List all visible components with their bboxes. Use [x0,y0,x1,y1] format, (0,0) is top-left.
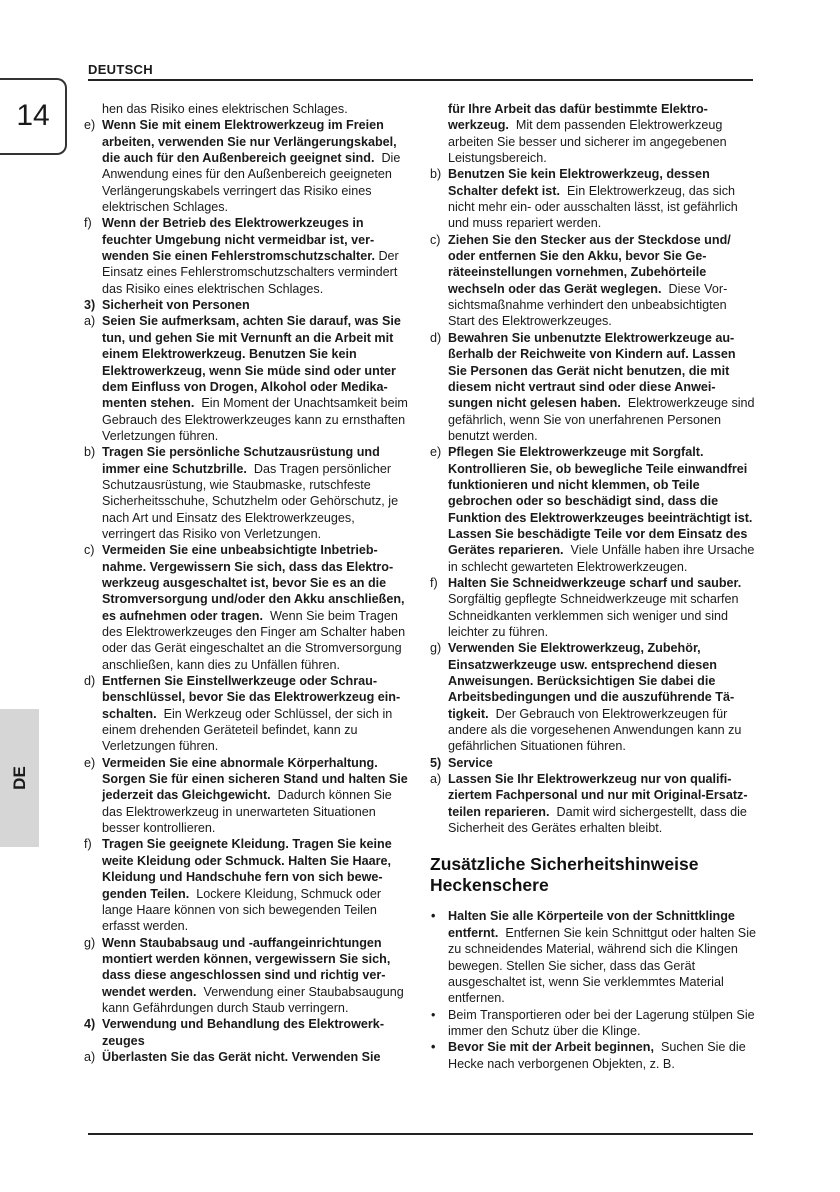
footer-divider [88,1133,753,1135]
item-bold: Verwenden Sie Elektrowerkzeug, Zubehör, Einsatzwerkzeuge usw. entsprechend diesen Anweisungen. Berücksichtigen Sie dabei die Arbeitsbedingungen und die auszuführende Tätigkeit. [448,641,735,721]
list-item [84,444,408,542]
item-marker: a) [84,1049,96,1064]
bullet-item [430,1007,756,1040]
section-marker: 5) [430,755,442,770]
item-bold: Vermeiden Sie eine unbeabsichtigte Inbetriebnahme. Vergewissern Sie sich, dass das Elektrowerkzeug ausgeschaltet ist, bevor Sie es an die Stromversorgung und/oder den Akku anschließen, es aufnehmen oder tragen. [102,543,405,623]
item-bold: Vermeiden Sie eine abnormale Körperhaltung. Sorgen Sie für einen sicheren Stand und halten Sie jederzeit das Gleichgewicht. [102,755,408,803]
item-bold: Wenn Sie mit einem Elektrowerkzeug im Freien arbeiten, verwenden Sie nur Verlängerungskabel, die auch für den Außenbereich geeignet sind. [102,118,397,166]
page-number: 14 [16,99,50,132]
section-title: Verwendung und Behandlung des Elektrowerkzeuges [102,1017,385,1048]
item-text: Entfernen Sie kein Schnittgut oder halten Sie zu schneidendes Material, während sich die Klingen bewegen. Stellen Sie sicher, dass das Gerät ausgeschaltet ist, wenn Sie verklemmtes Material entfernen. [448,925,757,1006]
item-text: Sorgfältig gepflegte Schneidwerkzeuge mit scharfen Schneidkanten verklemmen sich weniger und sind leichter zu führen. [448,592,739,639]
item-marker: d) [84,674,96,689]
item-bold: Bewahren Sie unbenutzte Elektrowerkzeuge außerhalb der Reichweite von Kindern auf. Lassen Sie Personen das Gerät nicht benutzen, die mit diesem nicht vertraut sind oder diese Anweisungen nicht gelesen haben. [448,330,736,411]
item-bold: Seien Sie aufmerksam, achten Sie darauf, was Sie tun, und gehen Sie mit Vernunft an die Arbeit mit einem Elektrowerkzeug. Benutzen Sie kein Elektrowerkzeug, wenn Sie müde sind oder unter dem Einfluss von Drogen, Alkohol oder Medikamenten stehen. [102,314,401,411]
item-marker: e) [84,755,96,770]
language-tab [0,709,39,847]
section-marker: 3) [84,298,96,313]
item-bold: Lassen Sie Ihr Elektrowerkzeug nur von qualifiziertem Fachpersonal und nur mit Original-Ersatzteilen reparieren. [448,772,748,819]
item-bold: Ziehen Sie den Stecker aus der Steckdose und/ oder entfernen Sie den Akku, bevor Sie Geräteeinstellungen vornehmen, Zubehörteile wechseln oder das Gerät weglegen. [448,232,731,296]
item-marker: g) [84,935,96,950]
item-marker: e) [430,445,442,460]
section-title: Sicherheit von Personen [102,298,250,313]
list-item [430,232,756,330]
section-marker: 4) [84,1017,96,1032]
item-marker: f) [84,837,92,852]
item-marker: a) [430,772,442,787]
bullet-marker: • [431,1007,436,1022]
item-marker: d) [430,330,442,345]
bullet-item [430,908,756,1006]
item-bold: Bevor Sie mit der Arbeit beginnen, [448,1040,654,1055]
list-item [84,215,408,297]
item-marker: f) [430,575,438,590]
list-item [430,640,756,754]
section-heading [84,1016,408,1049]
item-text: Damit wird sichergestellt, dass die Sicherheit des Gerätes erhalten bleibt. [448,804,747,836]
section-title-hedge-trimmer: Zusätzliche Sicherheitshinweise Heckenschere [430,854,699,896]
item-text: Das Tragen persönlicher Schutzausrüstung, wie Staubmaske, rutschfeste Sicherheitsschuhe, Schutzhelm oder Gehörschutz, je nach Art und Einsatz des Elektrowerkzeuges, verringert das Risiko von Verletzungen. [102,461,399,541]
item-text: Dadurch können Sie das Elektrowerkzeug in unerwarteten Situationen besser kontrollieren. [102,788,392,836]
item-bold: Pflegen Sie Elektrowerkzeuge mit Sorgfalt. Kontrollieren Sie, ob bewegliche Teile einwandfrei funktionieren und nicht klemmen, ob Teile gebrochen oder so beschädigt sind, dass die Funktion des Elektrowerkzeuges beeinträchtigt ist. Lassen Sie beschädigte Teile vor dem Einsatz des Gerätes reparieren. [448,445,753,558]
item-text: Diese Vorsichtsmaßnahme verhindert den unbeabsichtigten Start des Elektrowerkzeuges. [448,281,728,329]
section-heading [84,297,408,313]
continued-text [430,101,756,166]
item-text: Ein Elektrowerkzeug, das sich nicht mehr ein- oder ausschalten lässt, ist gefährlich und muss repariert werden. [448,183,738,231]
item-bold: Wenn der Betrieb des Elektrowerkzeuges in feuchter Umgebung nicht vermeidbar ist, verwenden Sie einen Fehlerstromschutzschalter. [102,216,375,264]
language-tab-label: DE [9,766,29,790]
item-text: Mit dem passenden Elektrowerkzeug arbeiten Sie besser und sicherer im angegebenen Leistungsbereich. [448,118,727,166]
item-text: Wenn Sie beim Tragen des Elektrowerkzeuges den Finger am Schalter haben oder das Gerät eingeschaltet an die Stromversorgung anschließen, kann dies zu Unfällen führen. [102,608,406,672]
list-item [430,330,756,444]
item-text: Verwendung einer Staubabsaugung kann Gefährdungen durch Staub verringern. [102,984,404,1015]
item-bold: Überlasten Sie das Gerät nicht. Verwenden Sie [102,1049,381,1064]
list-item [84,755,408,837]
item-text: Suchen Sie die Hecke nach verborgenen Objekten, z. B. [448,1040,746,1071]
item-text: Ein Werkzeug oder Schlüssel, der sich in einem drehenden Geräteteil befindet, kann zu Verletzungen führen. [102,706,393,754]
item-bold: Entfernen Sie Einstellwerkzeuge oder Schraubenschlüssel, bevor Sie das Elektrowerkzeug einschalten. [102,674,401,721]
list-item [430,444,756,575]
item-marker: b) [84,445,96,460]
left-column [84,101,408,1065]
item-text: Der Einsatz eines Fehlerstromschutzschalters vermindert das Risiko eines elektrischen Schlages. [102,249,399,296]
item-marker: f) [84,216,92,231]
intro-text: hen das Risiko eines elektrischen Schlages. [102,102,348,116]
item-bold: Tragen Sie persönliche Schutzausrüstung und immer eine Schutzbrille. [102,445,380,476]
bullet-marker: • [431,909,436,924]
item-text: Lockere Kleidung, Schmuck oder lange Haare können von sich bewegenden Teilen erfasst werden. [102,886,382,934]
item-text: Ein Moment der Unachtsamkeit beim Gebrauch des Elektrowerkzeuges kann zu ernsthaften Verletzungen führen. [102,396,408,443]
item-bold: Halten Sie alle Körperteile von der Schnittklinge entfernt. [448,909,735,940]
item-text: Viele Unfälle haben ihre Ursache in schlecht gewarteten Elektrowerkzeugen. [448,543,755,574]
item-bold: Wenn Staubabsaug und -auffangeinrichtungen montiert werden können, vergewissern Sie sich, dass diese angeschlossen sind und richtig verwendet werden. [102,935,391,999]
item-text: Beim Transportieren oder bei der Lagerung stülpen Sie immer den Schutz über die Klinge. [448,1007,755,1038]
item-marker: c) [84,543,95,558]
item-text: Der Gebrauch von Elektrowerkzeugen für andere als die vorgesehenen Anwendungen kann zu gefährlichen Situationen führen. [448,706,742,754]
item-bold: für Ihre Arbeit das dafür bestimmte Elektrowerkzeug. [448,102,708,133]
header-divider [88,79,753,81]
item-marker: a) [84,314,96,329]
list-item [84,1049,408,1065]
list-item [84,542,408,673]
list-item [84,836,408,934]
item-marker: b) [430,167,442,182]
list-item [84,673,408,755]
item-marker: g) [430,641,442,656]
list-item [84,935,408,1017]
bullet-item [430,1039,756,1072]
item-text: Elektrowerkzeuge sind gefährlich, wenn Sie von unerfahrenen Personen benutzt werden. [448,396,755,443]
running-header: DEUTSCH [88,62,153,77]
list-item [84,313,408,444]
list-item [84,117,408,215]
right-column [430,101,756,1072]
item-bold: Halten Sie Schneidwerkzeuge scharf und sauber. [448,575,742,590]
item-bold: Benutzen Sie kein Elektrowerkzeug, dessen Schalter defekt ist. [448,167,710,198]
section-title: Service [448,755,493,770]
list-item [430,166,756,231]
section-heading [430,755,756,771]
item-text: Die Anwendung eines für den Außenbereich geeigneten Verlängerungskabels verringert das Risiko eines elektrischen Schlages. [102,151,401,215]
item-bold: Tragen Sie geeignete Kleidung. Tragen Sie keine weite Kleidung oder Schmuck. Halten Sie Haare, Kleidung und Handschuhe fern von sich bewegenden Teilen. [102,837,392,901]
list-item [430,771,756,836]
item-marker: c) [430,232,441,247]
bullet-marker: • [431,1040,436,1055]
item-marker: e) [84,118,96,133]
list-item [430,575,756,640]
